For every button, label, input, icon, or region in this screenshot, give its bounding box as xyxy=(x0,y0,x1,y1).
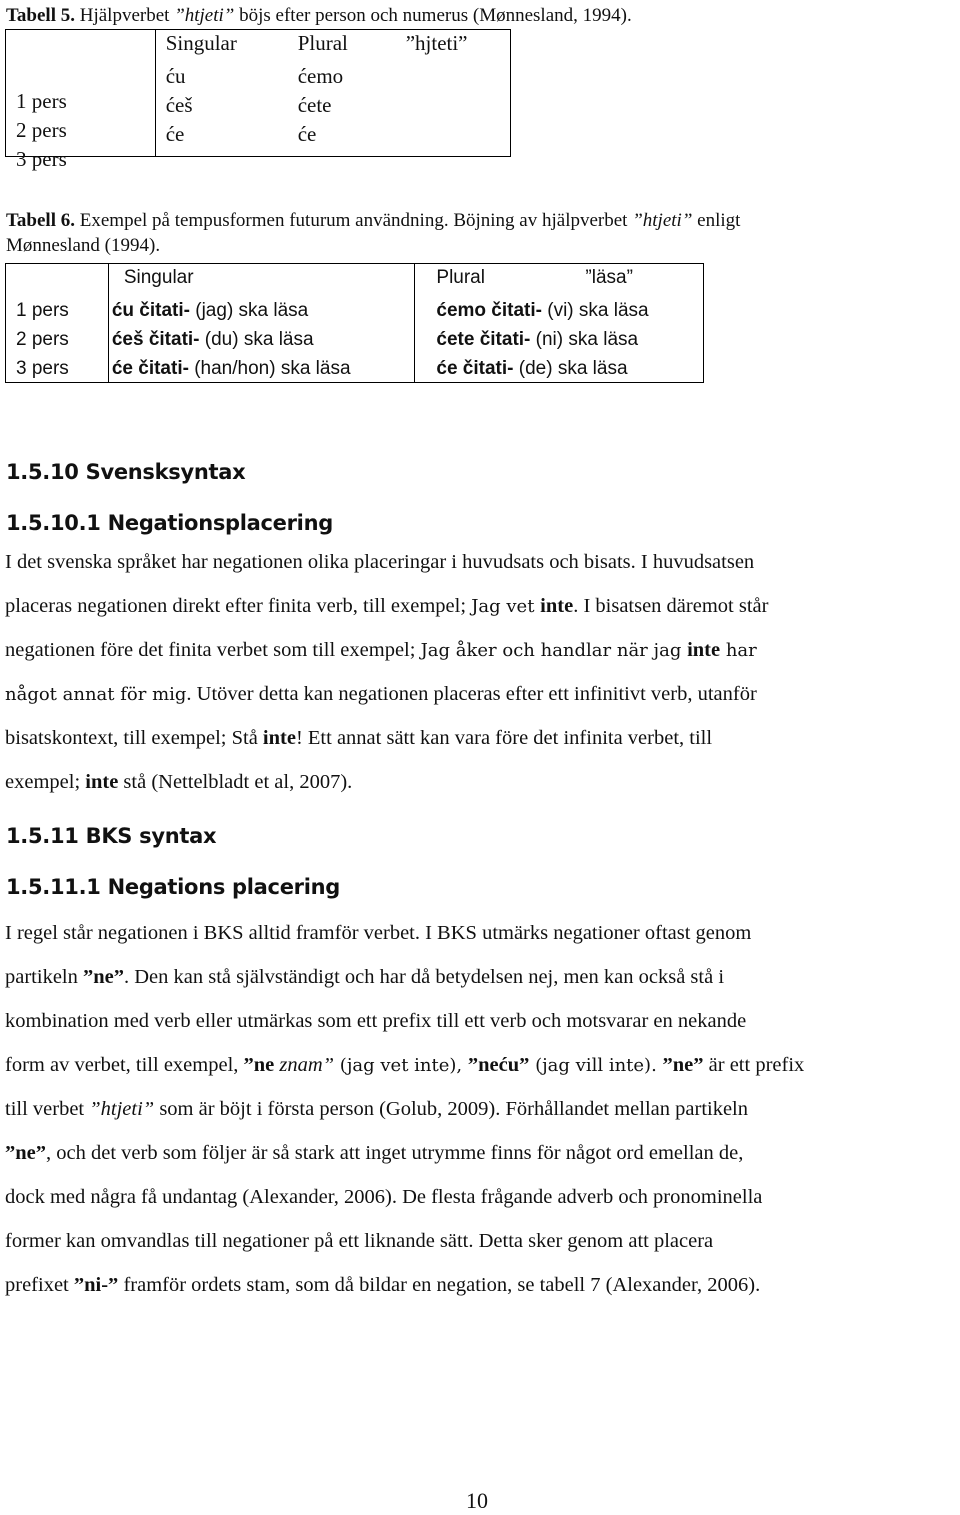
table6-person: 1 pers xyxy=(16,300,69,321)
table6-singular-form: ćeš čitati- (du) ska läsa xyxy=(111,329,314,350)
table5-person: 1 pers xyxy=(16,89,67,113)
subsection-heading-negations-placering: 1.5.11.1 Negations placering xyxy=(6,875,340,899)
table5-header-plural: Plural xyxy=(297,31,348,55)
table6-plural-column xyxy=(415,264,704,383)
paragraph-bks-negation xyxy=(5,911,955,1307)
table5-person-column xyxy=(6,30,156,171)
paragraph-line: ”ne”, och det verb som följer är så stark att inget utrymme finns för något ord emellan de, xyxy=(5,1142,744,1164)
paragraph-line: partikeln ”ne”. Den kan stå självständigt och har då betydelsen nej, men kan också stå i xyxy=(5,966,725,988)
paragraph-line: prefixet ”ni-” framför ordets stam, som då bildar en negation, se tabell 7 (Alexander, 2006). xyxy=(5,1274,761,1296)
paragraph-line: form av verbet, till exempel, ”ne znam” (jag vet inte), ”neću” (jag vill inte). ”ne” är ett prefix xyxy=(5,1054,805,1076)
table5-plural-form: ćemo xyxy=(297,64,344,88)
paragraph-line: till verbet ”htjeti” som är böjt i första person (Golub, 2009). Förhållandet mellan partikeln xyxy=(5,1098,749,1120)
table5-singular-form: će xyxy=(165,122,185,146)
paragraph-line: former kan omvandlas till negationer på ett liknande sätt. Detta sker genom att placera xyxy=(5,1230,714,1252)
paragraph-line: exempel; inte stå (Nettelbladt et al, 2007). xyxy=(5,771,353,793)
paragraph-line: I regel står negationen i BKS alltid framför verbet. I BKS utmärks negationer oftast genom xyxy=(5,922,752,944)
table6-person-column xyxy=(6,264,109,383)
table6-singular-form: ću čitati- (jag) ska läsa xyxy=(111,300,309,321)
paragraph-line: bisatskontext, till exempel; Stå inte! Ett annat sätt kan vara före det infinita verbet, till xyxy=(5,727,713,749)
table6-caption-verb: ”htjeti” xyxy=(632,210,693,231)
paragraph-line: kombination med verb eller utmärkas som ett prefix till ett verb och motsvarar en nekande xyxy=(5,1010,747,1032)
table5-person: 2 pers xyxy=(16,118,67,142)
paragraph-line: negationen före det finita verbet som till exempel; Jag åker och handlar när jag inte har xyxy=(5,639,757,661)
table6-plural-form: ćete čitati- (ni) ska läsa xyxy=(436,329,639,350)
table6-caption xyxy=(6,209,740,233)
table5-singular-form: ću xyxy=(165,64,186,88)
table6-header-plural: Plural xyxy=(436,267,485,288)
section-heading-svensksyntax: 1.5.10 Svensksyntax xyxy=(6,460,246,484)
table5-caption-text: Hjälpverbet xyxy=(75,5,175,26)
table5-header-singular: Singular xyxy=(165,31,237,55)
table6-header-singular: Singular xyxy=(123,267,194,288)
table6-header-verb: ”läsa” xyxy=(585,267,633,288)
table6-caption-text: Exempel på tempusformen futurum användning. Böjning av hjälpverbet xyxy=(75,210,633,231)
table5-forms-column xyxy=(155,30,510,157)
table5-caption-source: böjs efter person och numerus (Mønnesland, 1994). xyxy=(234,5,632,26)
table5-caption-verb: ”htjeti” xyxy=(174,5,235,26)
table5-header-verb: ”hjteti” xyxy=(405,31,468,55)
table6 xyxy=(5,263,704,383)
paragraph-line: dock med några få undantag (Alexander, 2006). De flesta frågande adverb och pronominella xyxy=(5,1186,763,1208)
table6-caption-source: Mønnesland (1994). xyxy=(6,235,161,256)
table6-person: 3 pers xyxy=(16,358,69,379)
table6-plural-form: će čitati- (de) ska läsa xyxy=(436,358,628,379)
table5-singular-form: ćeš xyxy=(165,93,193,117)
table6-caption-text-end: enligt xyxy=(692,210,741,231)
table6-caption-label: Tabell 6. xyxy=(6,210,75,231)
paragraph-line: I det svenska språket har negationen olika placeringar i huvudsats och bisats. I huvudsatsen xyxy=(5,551,755,573)
page-number: 10 xyxy=(466,1488,488,1513)
table5-person: 3 pers xyxy=(16,147,67,171)
table6-singular-column xyxy=(108,264,415,383)
section-heading-bks-syntax: 1.5.11 BKS syntax xyxy=(6,824,217,848)
table6-plural-form: ćemo čitati- (vi) ska läsa xyxy=(436,300,649,321)
paragraph-line: något annat för mig. Utöver detta kan negationen placeras efter ett infinitivt verb, utanför xyxy=(5,683,757,705)
table5-plural-form: ćete xyxy=(297,93,332,117)
table6-singular-form: će čitati- (han/hon) ska läsa xyxy=(111,358,351,379)
table5 xyxy=(5,29,511,171)
paragraph-swedish-negation xyxy=(5,540,955,804)
table6-person: 2 pers xyxy=(16,329,69,350)
table5-caption xyxy=(6,4,632,28)
subsection-heading-negationsplacering: 1.5.10.1 Negationsplacering xyxy=(6,511,333,535)
paragraph-line: placeras negationen direkt efter finita verb, till exempel; Jag vet inte. I bisatsen däremot står xyxy=(5,595,769,617)
table5-plural-form: će xyxy=(297,122,317,146)
table5-caption-label: Tabell 5. xyxy=(6,5,75,26)
